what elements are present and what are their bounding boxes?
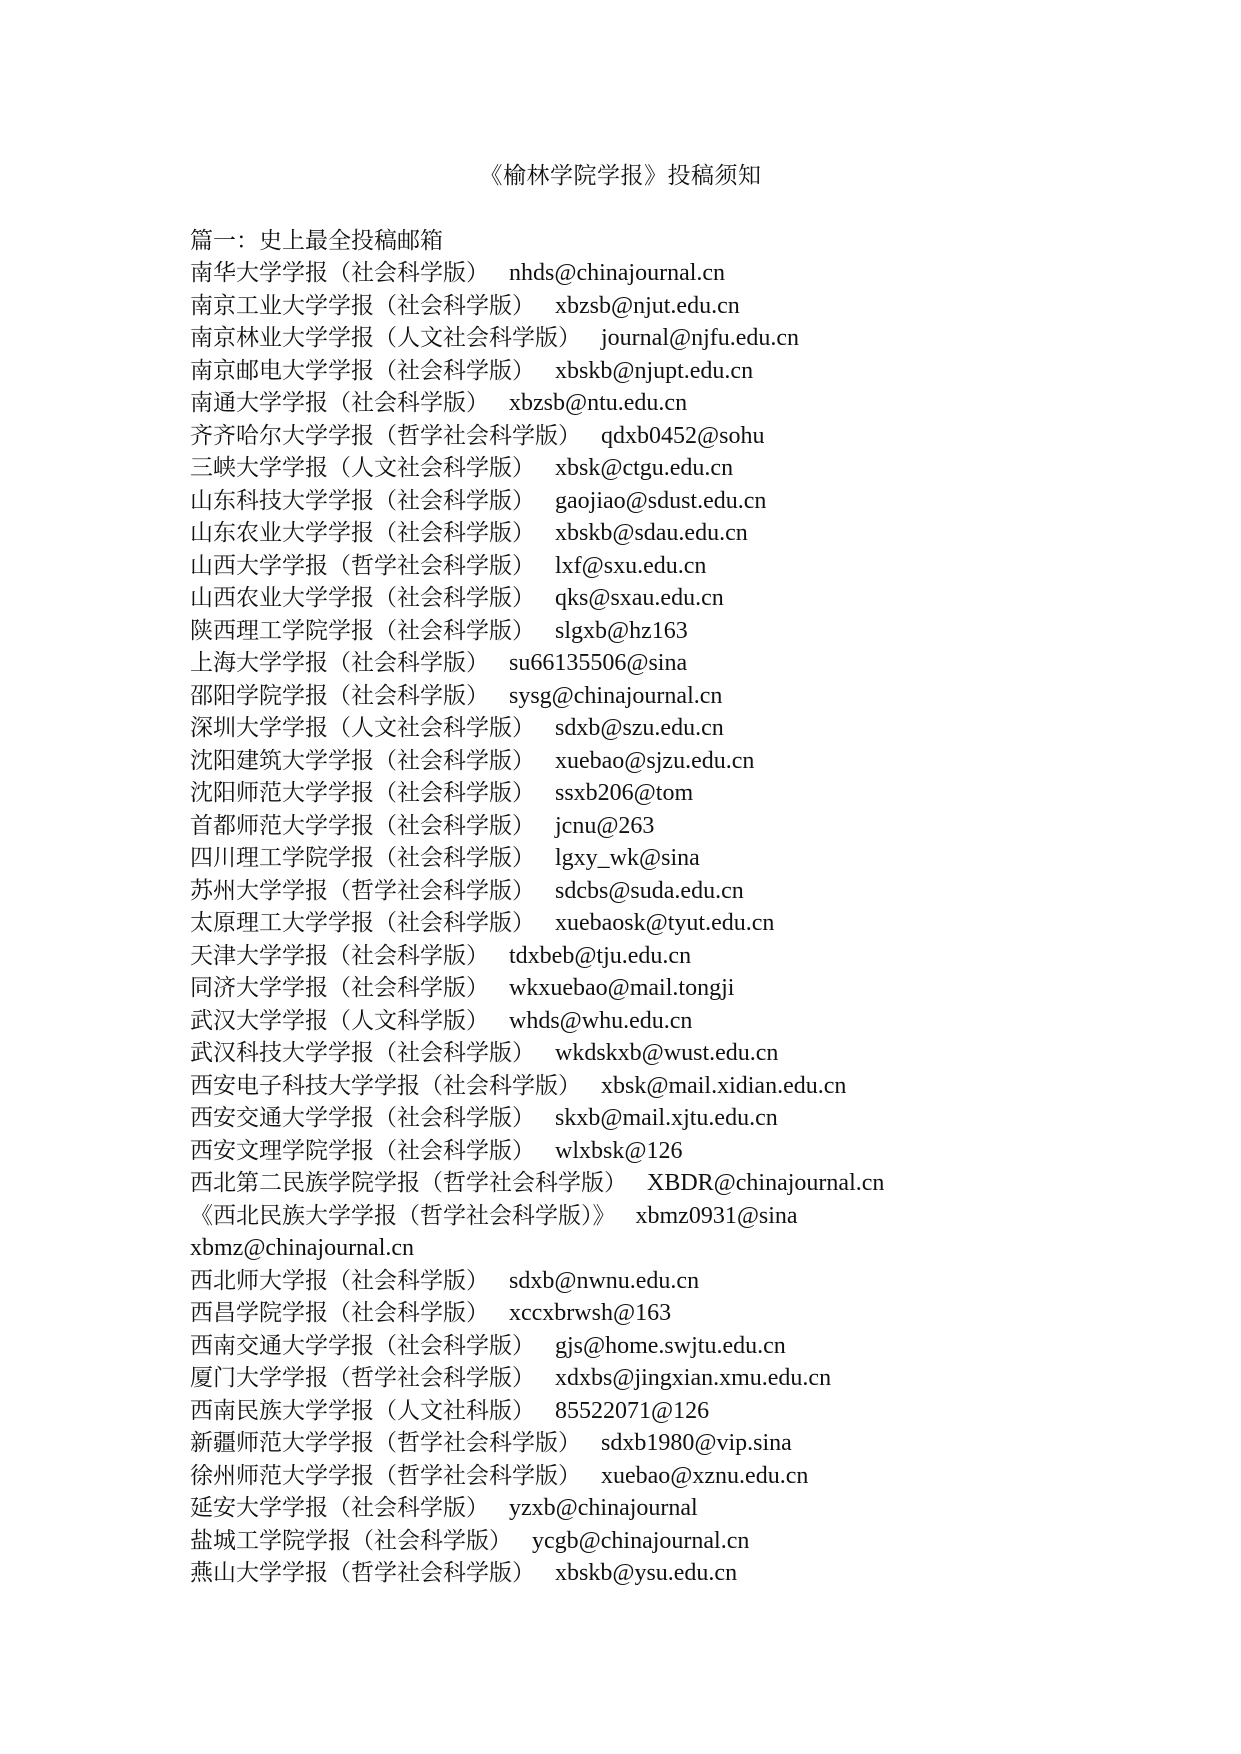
journal-name: 太原理工大学学报（社会科学版） (190, 910, 535, 936)
journal-email: xuebao@sjzu.edu.cn (555, 747, 755, 774)
journal-name: 陕西理工学院学报（社会科学版） (190, 617, 535, 644)
journal-name: 上海大学学报（社会科学版） (190, 650, 489, 676)
journal-name: 延安大学学报（社会科学版） (190, 1495, 489, 1521)
journal-entry (190, 1070, 1190, 1103)
journal-name: 武汉大学学报（人文科学版） (190, 1007, 489, 1034)
journal-entry (190, 1265, 1190, 1298)
journal-email: lxf@sxu.edu.cn (555, 552, 707, 579)
journal-entry (190, 1492, 1190, 1525)
journal-email: sysg@chinajournal.cn (509, 682, 723, 709)
journal-email: journal@njfu.edu.cn (601, 325, 800, 351)
journal-name: 西北师大学报（社会科学版） (190, 1267, 489, 1294)
journal-email: xbsk@ctgu.edu.cn (555, 455, 734, 481)
journal-entry (190, 517, 1190, 550)
journal-entry (190, 1135, 1190, 1168)
journal-entry (190, 810, 1190, 843)
journal-email: yzxb@chinajournal (509, 1495, 698, 1521)
journal-email: jcnu@263 (555, 812, 655, 839)
journal-entry (190, 1037, 1190, 1070)
journal-name: 山东农业大学学报（社会科学版） (190, 520, 535, 546)
journal-name: 山东科技大学学报（社会科学版） (190, 487, 535, 514)
journal-email: 85522071@126 (555, 1397, 710, 1424)
journal-name: 沈阳师范大学学报（社会科学版） (190, 780, 535, 806)
journal-email: xbskb@njupt.edu.cn (555, 357, 754, 384)
journal-name: 南华大学学报（社会科学版） (190, 260, 489, 286)
journal-email: xbsk@mail.xidian.edu.cn (601, 1072, 847, 1099)
journal-name: 西北第二民族学院学报（哲学社会科学版） (190, 1170, 627, 1196)
journal-email: sdxb@szu.edu.cn (555, 715, 724, 741)
journal-name: 邵阳学院学报（社会科学版） (190, 682, 489, 709)
journal-email: lgxy_wk@sina (555, 845, 700, 871)
journal-entry (190, 1525, 1190, 1558)
journal-name: 西南交通大学学报（社会科学版） (190, 1332, 535, 1359)
journal-entry (190, 485, 1190, 518)
journal-email: wlxbsk@126 (555, 1137, 683, 1164)
journal-name: 苏州大学学报（哲学社会科学版） (190, 877, 535, 904)
journal-entry (190, 452, 1190, 485)
journal-name: 齐齐哈尔大学学报（哲学社会科学版） (190, 422, 581, 449)
journal-entry (190, 777, 1190, 810)
journal-entry (190, 322, 1190, 355)
journal-name: 山西农业大学学报（社会科学版） (190, 585, 535, 611)
journal-entry (190, 1460, 1190, 1493)
journal-name: 南京工业大学学报（社会科学版） (190, 292, 535, 319)
journal-email: xbmz0931@sina (635, 1202, 798, 1229)
journal-name: 同济大学学报（社会科学版） (190, 975, 489, 1001)
journal-name: 三峡大学学报（人文社会科学版） (190, 455, 535, 481)
journal-name: 厦门大学学报（哲学社会科学版） (190, 1365, 535, 1391)
journal-email: su66135506@sina (509, 650, 688, 676)
document-title: 《榆林学院学报》投稿须知 (479, 163, 762, 189)
journal-name: 西南民族大学学报（人文社科版） (190, 1397, 535, 1424)
journal-email: skxb@mail.xjtu.edu.cn (555, 1105, 778, 1131)
journal-entry (190, 842, 1190, 875)
journal-name: 深圳大学学报（人文社会科学版） (190, 715, 535, 741)
journal-email: xbskb@ysu.edu.cn (555, 1560, 738, 1586)
journal-entry (190, 1557, 1190, 1590)
journal-email: wkxuebao@mail.tongji (509, 975, 735, 1001)
journal-entry (190, 355, 1190, 388)
journal-email: sdxb@nwnu.edu.cn (509, 1267, 700, 1294)
journal-name: 徐州师范大学学报（哲学社会科学版） (190, 1462, 581, 1489)
journal-email: xuebao@xznu.edu.cn (601, 1462, 809, 1489)
journal-entry (190, 615, 1190, 648)
entries-before-wrap (190, 257, 1190, 1232)
journal-email: nhds@chinajournal.cn (509, 260, 726, 286)
journal-name: 新疆师范大学学报（哲学社会科学版） (190, 1430, 581, 1456)
section-heading: 篇一：史上最全投稿邮箱 (190, 228, 443, 254)
journal-name: 沈阳建筑大学学报（社会科学版） (190, 747, 535, 774)
journal-name: 西安电子科技大学学报（社会科学版） (190, 1072, 581, 1099)
journal-name: 西昌学院学报（社会科学版） (190, 1300, 489, 1326)
journal-email: tdxbeb@tju.edu.cn (509, 942, 692, 969)
wrapped-email-line: xbmz@chinajournal.cn (190, 1235, 415, 1261)
journal-name: 山西大学学报（哲学社会科学版） (190, 552, 535, 579)
journal-entry (190, 550, 1190, 583)
journal-email: xbzsb@ntu.edu.cn (509, 390, 688, 416)
journal-email: sdcbs@suda.edu.cn (555, 877, 744, 904)
journal-entry (190, 712, 1190, 745)
journal-email: sdxb1980@vip.sina (601, 1430, 792, 1456)
journal-email: xccxbrwsh@163 (509, 1300, 672, 1326)
journal-email-list (190, 257, 1190, 1590)
journal-email: xbskb@sdau.edu.cn (555, 520, 748, 546)
journal-email: xdxbs@jingxian.xmu.edu.cn (555, 1365, 832, 1391)
journal-entry (190, 1427, 1190, 1460)
journal-name: 四川理工学院学报（社会科学版） (190, 845, 535, 871)
journal-name: 西安交通大学学报（社会科学版） (190, 1105, 535, 1131)
journal-name: 南通大学学报（社会科学版） (190, 390, 489, 416)
journal-name: 首都师范大学学报（社会科学版） (190, 812, 535, 839)
journal-name: 南京林业大学学报（人文社会科学版） (190, 325, 581, 351)
journal-email: qks@sxau.edu.cn (555, 585, 724, 611)
journal-email: ycgb@chinajournal.cn (532, 1527, 750, 1554)
journal-entry (190, 582, 1190, 615)
journal-entry (190, 647, 1190, 680)
journal-entry (190, 940, 1190, 973)
journal-entry (190, 1167, 1190, 1200)
journal-email: xbzsb@njut.edu.cn (555, 292, 740, 319)
journal-entry (190, 290, 1190, 323)
journal-email: gjs@home.swjtu.edu.cn (555, 1332, 786, 1359)
journal-entry (190, 420, 1190, 453)
journal-entry (190, 1200, 1190, 1233)
journal-entry (190, 680, 1190, 713)
journal-name: 西安文理学院学报（社会科学版） (190, 1137, 535, 1164)
journal-email: whds@whu.edu.cn (509, 1007, 693, 1034)
journal-email: gaojiao@sdust.edu.cn (555, 487, 767, 514)
journal-entry (190, 1297, 1190, 1330)
journal-entry (190, 1102, 1190, 1135)
journal-name: 燕山大学学报（哲学社会科学版） (190, 1560, 535, 1586)
journal-email: slgxb@hz163 (555, 617, 688, 644)
journal-entry (190, 1395, 1190, 1428)
journal-entry (190, 875, 1190, 908)
entries-after-wrap (190, 1265, 1190, 1590)
journal-name: 南京邮电大学学报（社会科学版） (190, 357, 535, 384)
journal-entry (190, 1005, 1190, 1038)
journal-entry (190, 907, 1190, 940)
journal-name: 天津大学学报（社会科学版） (190, 942, 489, 969)
journal-entry (190, 972, 1190, 1005)
journal-email: XBDR@chinajournal.cn (647, 1170, 885, 1196)
journal-name: 武汉科技大学学报（社会科学版） (190, 1040, 535, 1066)
journal-email: ssxb206@tom (555, 780, 694, 806)
journal-entry (190, 1362, 1190, 1395)
journal-entry (190, 257, 1190, 290)
journal-entry (190, 387, 1190, 420)
journal-email: qdxb0452@sohu (601, 422, 765, 449)
journal-entry (190, 745, 1190, 778)
journal-entry (190, 1330, 1190, 1363)
journal-email: wkdskxb@wust.edu.cn (555, 1040, 779, 1066)
journal-name: 《西北民族大学学报（哲学社会科学版）》 (190, 1202, 616, 1229)
journal-name: 盐城工学院学报（社会科学版） (190, 1527, 512, 1554)
journal-email: xuebaosk@tyut.edu.cn (555, 910, 775, 936)
